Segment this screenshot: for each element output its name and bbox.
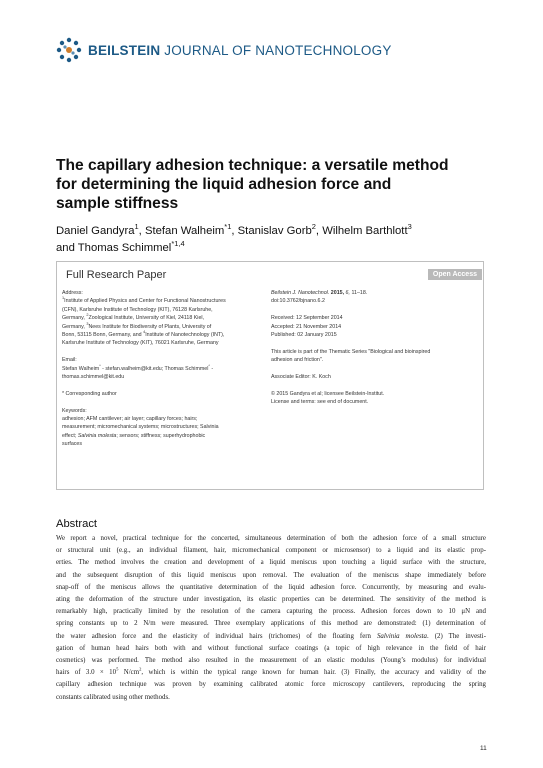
email-line: thomas.schimmel@kit.edu — [62, 374, 125, 381]
info-left-column — [62, 289, 272, 449]
abstract-line: the water adhesion force and the elasticity of individual hairs (trichomes) of the floating fern Salvinia molesta. (2) The investi- — [56, 632, 486, 640]
journal-logo — [56, 37, 392, 63]
address-line: Germany, $^3$Nees Institute for Biodiversity of Plants, University of — [62, 321, 212, 330]
info-right-column — [271, 289, 476, 407]
abstract-line: and the subsequent disruption of this liquid meniscus upon removal. The evaluation of the meniscus shape immediately before — [56, 571, 486, 579]
abstract-line: erties. The method involves the creation and development of a liquid meniscus upon touching a liquid surface with the structure, — [56, 559, 486, 567]
article-title — [56, 156, 486, 213]
accepted-date: Accepted: 21 November 2014 — [271, 323, 342, 330]
associate-editor: Associate Editor: K. Koch — [271, 374, 331, 381]
title-line: The capillary adhesion technique: a versatile method — [56, 157, 449, 174]
address-line: Germany, $^2$Zoological Institute, University of Kiel, 24118 Kiel, — [62, 313, 205, 322]
article-info-box — [56, 261, 484, 490]
abstract-line: remarkably high, practically limited by the resolution of the camera capturing the process. Adhesion forces down to 10 μN and — [56, 608, 486, 616]
thematic-series: adhesion and friction". — [271, 357, 324, 364]
keywords-line: adhesion; AFM cantilever; air layer; capillary forces; hairs; — [62, 416, 198, 423]
abstract-line: capillary adhesion technique was proven by examining calibrated atomic force microscopy cantilevers, reproducing the spring — [56, 681, 486, 689]
thematic-series: This article is part of the Thematic Series "Biological and bioinspired — [271, 348, 431, 355]
abstract-line: We report a novel, practical technique for the concerted, simultaneous determination of both the adhesion force of a small structure — [56, 535, 486, 542]
abstract-line: or structural unit (e.g., an individual filament, hair, micromechanical component or microsensor) to a liquid and its elastic prop- — [56, 547, 486, 555]
license: © 2015 Gandyra et al; licensee Beilstein-Institut. — [271, 390, 385, 397]
keywords-line: measurement; micromechanical systems; microstructures; Salvinia — [62, 424, 219, 431]
title-line: for determining the liquid adhesion force and — [56, 176, 392, 193]
abstract-body — [56, 533, 486, 704]
journal-name-rest: JOURNAL OF NANOTECHNOLOGY — [164, 42, 392, 58]
email-line: Stefan Walheim* - stefan.walheim@kit.edu; Thomas Schimmel* - — [62, 363, 214, 372]
address-label: Address: — [62, 290, 83, 296]
license: License and terms: see end of document. — [271, 399, 369, 406]
email-label: Email: — [62, 357, 77, 364]
abstract-line: hairs of $3.0 \times 10^5$ $N/cm^2$, which is within the typical range known for human hair. (3) Finally, the accuracy and validity of the — [56, 667, 486, 677]
citation: Beilstein J. Nanotechnol. 2015, 6, 11–18. — [271, 290, 368, 296]
address-line: Bonn, 53115 Bonn, Germany, and $^4$Institute of Nanotechnology (INT), — [62, 330, 225, 339]
open-access-badge: Open Access — [428, 269, 482, 280]
address-line: (CFN), Karlsruhe Institute of Technology (KIT), 76128 Karlsruhe, — [62, 306, 213, 313]
address-line: Karlsruhe Institute of Technology (KIT), 76021 Karlsruhe, Germany — [62, 340, 219, 347]
journal-name — [88, 43, 392, 58]
beilstein-dots-logo-icon — [56, 37, 82, 63]
author-line: Daniel Gandyra$^1$, Stefan Walheim$^{*1}$, Stanislav Gorb$^2$, Wilhelm Barthlott$^3$ — [56, 221, 412, 237]
keywords-label: Keywords: — [62, 407, 87, 414]
abstract-line: cosmetics) was performed. The method also resulted in the measurement of an elastic modulus (Young’s modulus) for individual — [56, 657, 486, 665]
journal-name-bold: BEILSTEIN — [88, 42, 161, 58]
author-line: and Thomas Schimmel$^{*1,4}$ — [56, 238, 185, 254]
published-date: Published: 02 January 2015 — [271, 332, 337, 339]
page-number: 11 — [480, 745, 487, 752]
doi: doi:10.3762/bjnano.6.2 — [271, 298, 325, 305]
abstract-line: snap-off of the meniscus allows the quantitative determination of the liquid adhesion force. Concurrently, by measuring and evalu- — [56, 583, 486, 591]
article-type: Full Research Paper — [66, 269, 167, 281]
abstract-line: gation of human head hairs both with and without functional surface coatings (a topic of high relevance in the field of hair — [56, 644, 486, 652]
corresponding-author-note: * Corresponding author — [62, 390, 117, 397]
author-list — [56, 223, 496, 257]
received-date: Received: 12 September 2014 — [271, 315, 343, 322]
keywords-line: effect; Salvinia molesta; sensors; stiffness; superhydrophobic — [62, 432, 206, 439]
abstract-line: ating the deformation of the structure under investigation, its elastic properties can be determined. The sensitivity of the method is — [56, 596, 486, 604]
address-line: $^1$Institute of Applied Physics and Center for Functional Nanostructures — [62, 296, 226, 305]
title-line: sample stiffness — [56, 195, 179, 212]
abstract-line: spring constants up to 2 N/m were measured. Three exemplary applications of this method are demonstrated: (1) determination of — [56, 620, 486, 628]
abstract-heading: Abstract — [56, 518, 98, 530]
abstract-line: constants calibrated using other methods. — [56, 693, 170, 701]
keywords-line: surfaces — [62, 441, 83, 448]
